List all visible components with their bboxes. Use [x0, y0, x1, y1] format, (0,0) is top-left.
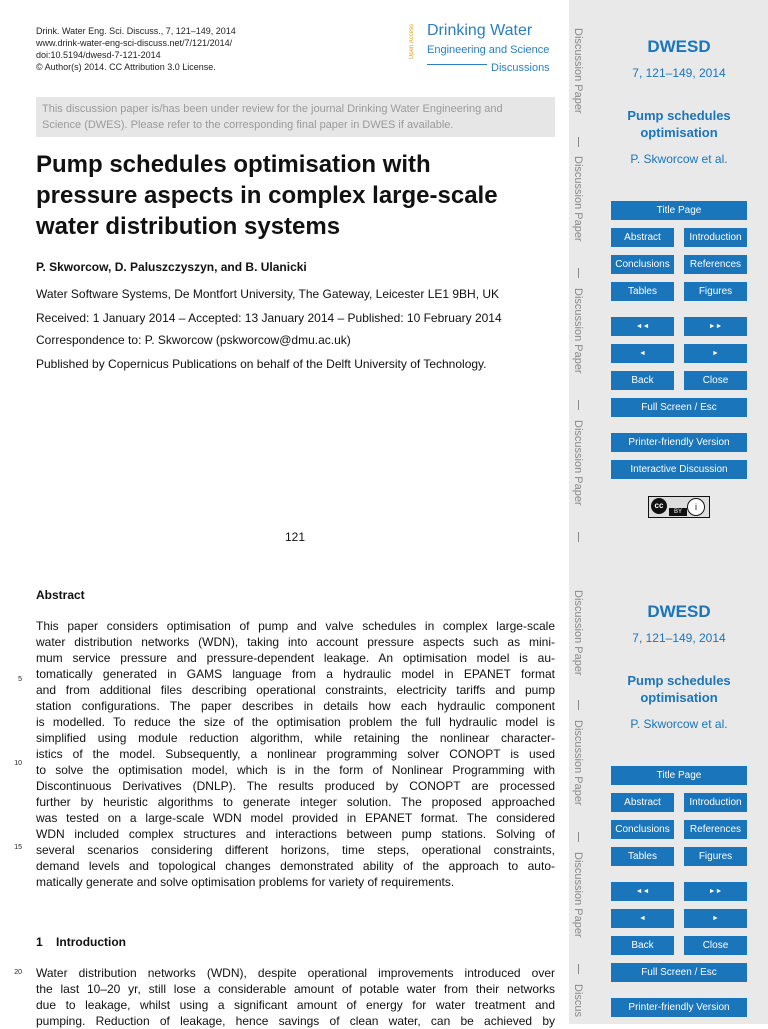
discussion-paper-label: Discussion Paper	[572, 288, 584, 374]
discussion-paper-label: Discussion Paper	[572, 590, 584, 676]
intro-line: Water distribution networks (WDN), despite operational improvements introduced over	[36, 966, 555, 980]
discussion-paper-label: Discussion Paper	[572, 420, 584, 506]
abstract-line: tomatically generated in GAMS language from a hydraulic model in EPANET format	[36, 667, 555, 681]
person-icon: i	[687, 498, 705, 516]
line-number: 10	[14, 760, 22, 767]
header-meta	[36, 25, 236, 73]
vertical-labels	[569, 0, 589, 1024]
intro-line: the last 10–20 yr, still lose a considerable amount of potable water from their networks	[36, 982, 555, 996]
label-separator	[578, 268, 579, 278]
full-screen-button[interactable]: Full Screen / Esc	[611, 963, 747, 982]
sidebar-paper-title	[589, 672, 768, 706]
abstract-line: WDN included complex structures and interactions between pump stations. Solving of	[36, 827, 555, 841]
page-number: 121	[284, 530, 306, 544]
sidebar-volume: 7, 121–149, 2014	[632, 631, 726, 645]
next-button[interactable]: ►	[684, 344, 747, 363]
abstract-line: simplified using module reduction algorithm, while retaining the nonlinear character-	[36, 731, 555, 745]
abstract-line: is modelled. To reduce the size of the optimisation problem the full hydraulic model is	[36, 715, 555, 729]
sidebar-journal: DWESD	[647, 602, 711, 621]
section-number: 1	[36, 935, 43, 949]
title-page-button[interactable]: Title Page	[611, 201, 747, 220]
sidebar-author: P. Skworcow et al.	[630, 152, 728, 166]
published-by: Published by Copernicus Publications on behalf of the Delft University of Technology.	[36, 357, 487, 371]
title-line: water distribution systems	[36, 213, 341, 240]
authors: P. Skworcow, D. Paluszczyszyn, and B. Ulanicki	[36, 260, 307, 274]
sidebar-author: P. Skworcow et al.	[630, 717, 728, 731]
abstract-line: istics of the model. Subsequently, a nonlinear programming solver CONOPT is used	[36, 747, 555, 761]
previous-button[interactable]: ◄	[611, 909, 674, 928]
title-line: Pump schedules optimisation with	[36, 151, 431, 178]
journal-url[interactable]: www.drink-water-eng-sci-discuss.net/7/121/2014/	[36, 38, 233, 48]
abstract-line: station configurations. The paper describes in details how each hydraulic component	[36, 699, 555, 713]
abstract-heading: Abstract	[36, 588, 85, 602]
discussion-paper-label-cut: Discus	[572, 984, 584, 1018]
sidebar-paper-title	[589, 107, 768, 141]
sidebar-title-line: Pump schedules	[627, 108, 731, 123]
logo-sub: Engineering and Science	[427, 44, 550, 56]
abstract-line: matically generate and solve optimisation problems for variety of requirements.	[36, 875, 455, 889]
discussion-paper-label: Discussion Paper	[572, 720, 584, 806]
sidebar-journal: DWESD	[647, 37, 711, 56]
abstract-line: water distribution networks (WDN), taking into account pressure aspects such as mini-	[36, 635, 555, 649]
intro-text	[36, 965, 555, 1029]
abstract-line: mum service pressure and pressure-dependent leakage. An optimisation model is au-	[36, 651, 555, 665]
discussion-paper-label: Discussion Paper	[572, 28, 584, 114]
abstract-line: and from additional files describing operational constraints, electricity tariffs and pump	[36, 683, 555, 697]
sidebar-title-line: Pump schedules	[627, 673, 731, 688]
abstract-line: to solve the optimisation model, which is in the form of Nonlinear Programming with	[36, 763, 555, 777]
by-icon: BY	[669, 508, 687, 516]
figures-button[interactable]: Figures	[684, 282, 747, 301]
abstract-line: This paper considers optimisation of pump and valve schedules in complex large-scale	[36, 619, 555, 633]
discussion-paper-label: Discussion Paper	[572, 156, 584, 242]
label-separator	[578, 700, 579, 710]
label-separator	[578, 532, 579, 542]
title-line: pressure aspects in complex large-scale	[36, 182, 498, 209]
references-button[interactable]: References	[684, 255, 747, 274]
previous-button[interactable]: ◄	[611, 344, 674, 363]
citation: Drink. Water Eng. Sci. Discuss., 7, 121–149, 2014	[36, 26, 236, 36]
sidebar-title-line: optimisation	[640, 690, 718, 705]
interactive-discussion-button[interactable]: Interactive Discussion	[611, 460, 747, 479]
sidebar-volume: 7, 121–149, 2014	[632, 66, 726, 80]
banner-line-2: Science (DWES). Please refer to the corresponding final paper in DWES if available.	[42, 119, 454, 131]
back-button[interactable]: Back	[611, 936, 674, 955]
line-number: 15	[14, 844, 22, 851]
paper-title	[36, 149, 556, 242]
logo-divider	[427, 64, 487, 65]
banner-line-1: This discussion paper is/has been under review for the journal Drinking Water Engineering and	[42, 103, 503, 115]
open-access-label: Open Access	[409, 24, 415, 60]
license: © Author(s) 2014. CC Attribution 3.0 License.	[36, 62, 216, 72]
sidebar-title-line: optimisation	[640, 125, 718, 140]
first-page-button[interactable]: ◄◄	[611, 882, 674, 901]
intro-heading	[36, 935, 126, 949]
affiliation: Water Software Systems, De Montfort University, The Gateway, Leicester LE1 9BH, UK	[36, 287, 500, 301]
cc-icon: cc	[651, 498, 667, 514]
abstract-button[interactable]: Abstract	[611, 228, 674, 247]
line-number: 20	[14, 969, 22, 976]
journal-logo	[409, 22, 559, 80]
label-separator	[578, 832, 579, 842]
tables-button[interactable]: Tables	[611, 847, 674, 866]
conclusions-button[interactable]: Conclusions	[611, 820, 674, 839]
correspondence: Correspondence to: P. Skworcow (pskworcow@dmu.ac.uk)	[36, 333, 351, 347]
abstract-line: was tested on a large-scale WDN model provided in EPANET format. The considered	[36, 811, 555, 825]
abstract-line: further by heuristic algorithms to generate integer solution. The proposed approached	[36, 795, 555, 809]
conclusions-button[interactable]: Conclusions	[611, 255, 674, 274]
abstract-line: several scenarios considering different horizons, time steps, operational constraints,	[36, 843, 555, 857]
first-page-button[interactable]: ◄◄	[611, 317, 674, 336]
introduction-button[interactable]: Introduction	[684, 228, 747, 247]
label-separator	[578, 400, 579, 410]
title-page-button[interactable]: Title Page	[611, 766, 747, 785]
references-button[interactable]: References	[684, 820, 747, 839]
printer-friendly-button[interactable]: Printer-friendly Version	[611, 433, 747, 452]
back-button[interactable]: Back	[611, 371, 674, 390]
label-separator	[578, 137, 579, 147]
tables-button[interactable]: Tables	[611, 282, 674, 301]
intro-line: pumping. Reduction of leakage, hence savings of clean water, can be achieved by	[36, 1014, 555, 1028]
logo-discussions: Discussions	[491, 62, 550, 74]
abstract-line: Discontinuous Derivatives (DNLP). The results produced by CONOPT are processed	[36, 779, 555, 793]
printer-friendly-button[interactable]: Printer-friendly Version	[611, 998, 747, 1017]
doi[interactable]: doi:10.5194/dwesd-7-121-2014	[36, 50, 161, 60]
received-dates: Received: 1 January 2014 – Accepted: 13 January 2014 – Published: 10 February 2014	[36, 311, 502, 325]
last-page-button[interactable]: ►►	[684, 882, 747, 901]
intro-line: due to leakage, whilst using a significant amount of energy for water treatment and	[36, 998, 555, 1012]
introduction-button[interactable]: Introduction	[684, 793, 747, 812]
close-button[interactable]: Close	[684, 371, 747, 390]
logo-main: Drinking Water	[427, 22, 533, 39]
next-button[interactable]: ►	[684, 909, 747, 928]
cc-by-license-icon[interactable]	[648, 496, 710, 518]
abstract-line: demand levels and topological changes demonstrated ability of the approach to auto-	[36, 859, 555, 873]
label-separator	[578, 964, 579, 974]
discussion-paper-label: Discussion Paper	[572, 852, 584, 938]
section-title: Introduction	[56, 935, 127, 949]
figures-button[interactable]: Figures	[684, 847, 747, 866]
review-banner	[36, 97, 555, 137]
last-page-button[interactable]: ►►	[684, 317, 747, 336]
line-number: 5	[18, 676, 22, 683]
abstract-button[interactable]: Abstract	[611, 793, 674, 812]
abstract-text	[36, 618, 555, 890]
full-screen-button[interactable]: Full Screen / Esc	[611, 398, 747, 417]
close-button[interactable]: Close	[684, 936, 747, 955]
